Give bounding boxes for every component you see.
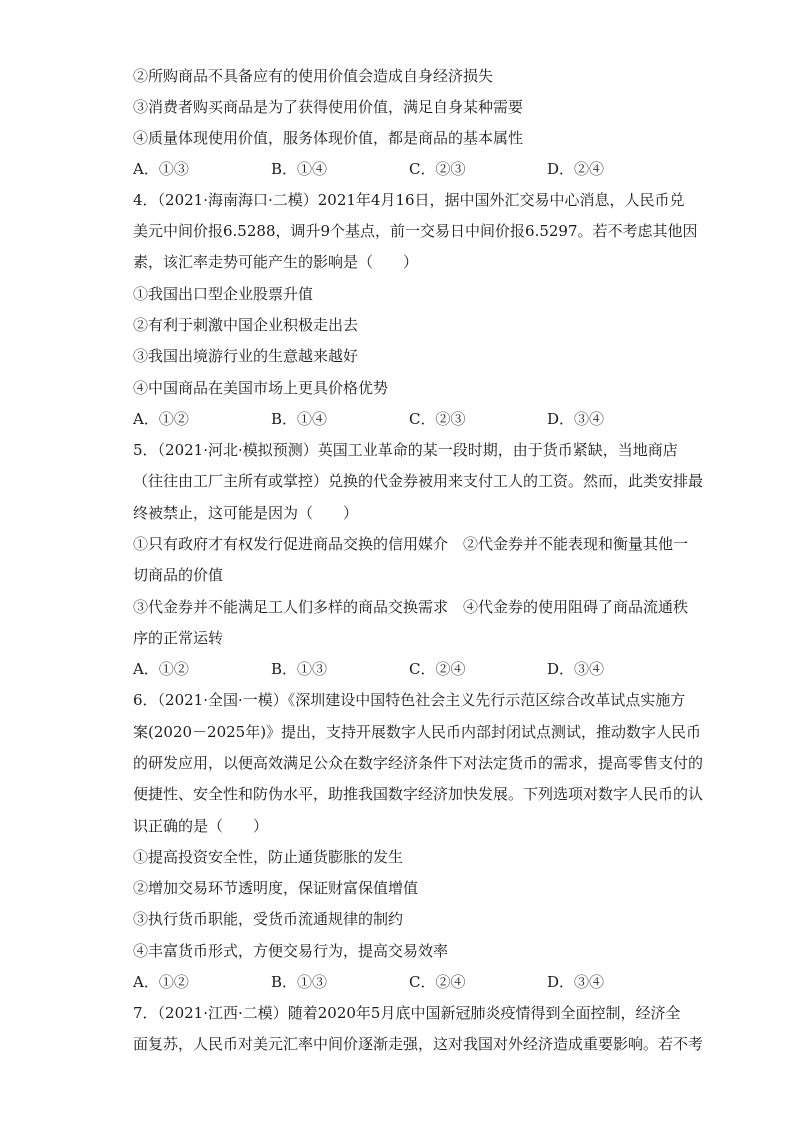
q6-stem-line-2: 案(2020－2025年)》提出，支持开展数字人民币内部封闭试点测试，推动数字人民币 xyxy=(133,723,702,741)
q6-option-d[interactable]: D．③④ xyxy=(547,973,605,991)
q7-stem-line-1: 7．（2021·江西·二模）随着2020年5月底中国新冠肺炎疫情得到全面控制，经济全 xyxy=(133,1004,681,1022)
q6-stem-line-3: 的研发应用，以便高效满足公众在数字经济条件下对法定货币的需求，提高零售支付的 xyxy=(133,754,704,772)
q6-option-b[interactable]: B．①③ xyxy=(271,973,328,991)
q4-statement-3: ③我国出境游行业的生意越来越好 xyxy=(133,347,359,365)
q6-stem-line-4: 便捷性、安全性和防伪水平，助推我国数字经济加快发展。下列选项对数字人民币的认 xyxy=(133,785,704,803)
q6-stem-line-1: 6．（2021·全国·一模）《深圳建设中国特色社会主义先行示范区综合改革试点实施方 xyxy=(133,691,686,709)
q3-statement-4: ④质量体现使用价值，服务体现价值，都是商品的基本属性 xyxy=(133,129,524,147)
q4-option-b[interactable]: B．①④ xyxy=(271,410,328,428)
q3-option-c[interactable]: C．②③ xyxy=(409,160,466,178)
q5-stem-line-3: 终被禁止，这可能是因为（ ） xyxy=(133,504,359,522)
q3-statement-2: ②所购商品不具备应有的使用价值会造成自身经济损失 xyxy=(133,67,494,85)
q5-option-c[interactable]: C．②④ xyxy=(409,660,466,678)
q5-option-b[interactable]: B．①③ xyxy=(271,660,328,678)
q6-statement-2: ②增加交易环节透明度，保证财富保值增值 xyxy=(133,879,419,897)
q6-option-a[interactable]: A．①② xyxy=(133,973,189,991)
q5-stem-line-2: （往往由工厂主所有或掌控）兑换的代金券被用来支付工人的工资。然而，此类安排最 xyxy=(133,472,704,490)
q6-option-c[interactable]: C．②④ xyxy=(409,973,466,991)
q4-option-a[interactable]: A．①② xyxy=(133,410,189,428)
q4-stem-line-1: 4．（2021·海南海口·二模）2021年4月16日，据中国外汇交易中心消息，人民币兑 xyxy=(133,191,685,209)
q5-option-d[interactable]: D．③④ xyxy=(547,660,605,678)
q6-statement-1: ①提高投资安全性，防止通货膨胀的发生 xyxy=(133,848,404,866)
q3-option-b[interactable]: B．①④ xyxy=(271,160,328,178)
q5-statement-line-1: ①只有政府才有权发行促进商品交换的信用媒介 ②代金券并不能表现和衡量其他一 xyxy=(133,535,689,553)
q5-statement-line-3: ③代金券并不能满足工人们多样的商品交换需求 ④代金券的使用阻碍了商品流通秩 xyxy=(133,598,689,616)
q5-statement-line-4: 序的正常运转 xyxy=(133,629,224,647)
q3-option-d[interactable]: D．②④ xyxy=(547,160,605,178)
q3-option-a[interactable]: A．①③ xyxy=(133,160,189,178)
q4-option-d[interactable]: D．③④ xyxy=(547,410,605,428)
q7-stem-line-2: 面复苏，人民币对美元汇率中间价逐渐走强，这对我国对外经济造成重要影响。若不考 xyxy=(133,1035,704,1053)
q4-statement-2: ②有利于刺激中国企业积极走出去 xyxy=(133,316,359,334)
q4-stem-line-2: 美元中间价报6.5288，调升9个基点，前一交易日中间价报6.5297。若不考虑其他因 xyxy=(133,222,698,240)
q4-stem-line-3: 素，该汇率走势可能产生的影响是（ ） xyxy=(133,253,419,271)
q4-statement-4: ④中国商品在美国市场上更具价格优势 xyxy=(133,379,389,397)
q4-option-c[interactable]: C．②③ xyxy=(409,410,466,428)
q5-stem-line-1: 5．（2021·河北·模拟预测）英国工业革命的某一段时期，由于货币紧缺，当地商店 xyxy=(133,441,678,459)
q3-statement-3: ③消费者购买商品是为了获得使用价值，满足自身某种需要 xyxy=(133,98,524,116)
q4-statement-1: ①我国出口型企业股票升值 xyxy=(133,285,314,303)
q5-statement-line-2: 切商品的价值 xyxy=(133,566,224,584)
q5-option-a[interactable]: A．①② xyxy=(133,660,189,678)
q6-statement-3: ③执行货币职能，受货币流通规律的制约 xyxy=(133,910,404,928)
q6-statement-4: ④丰富货币形式，方便交易行为，提高交易效率 xyxy=(133,942,449,960)
q6-stem-line-5: 识正确的是（ ） xyxy=(133,817,269,835)
